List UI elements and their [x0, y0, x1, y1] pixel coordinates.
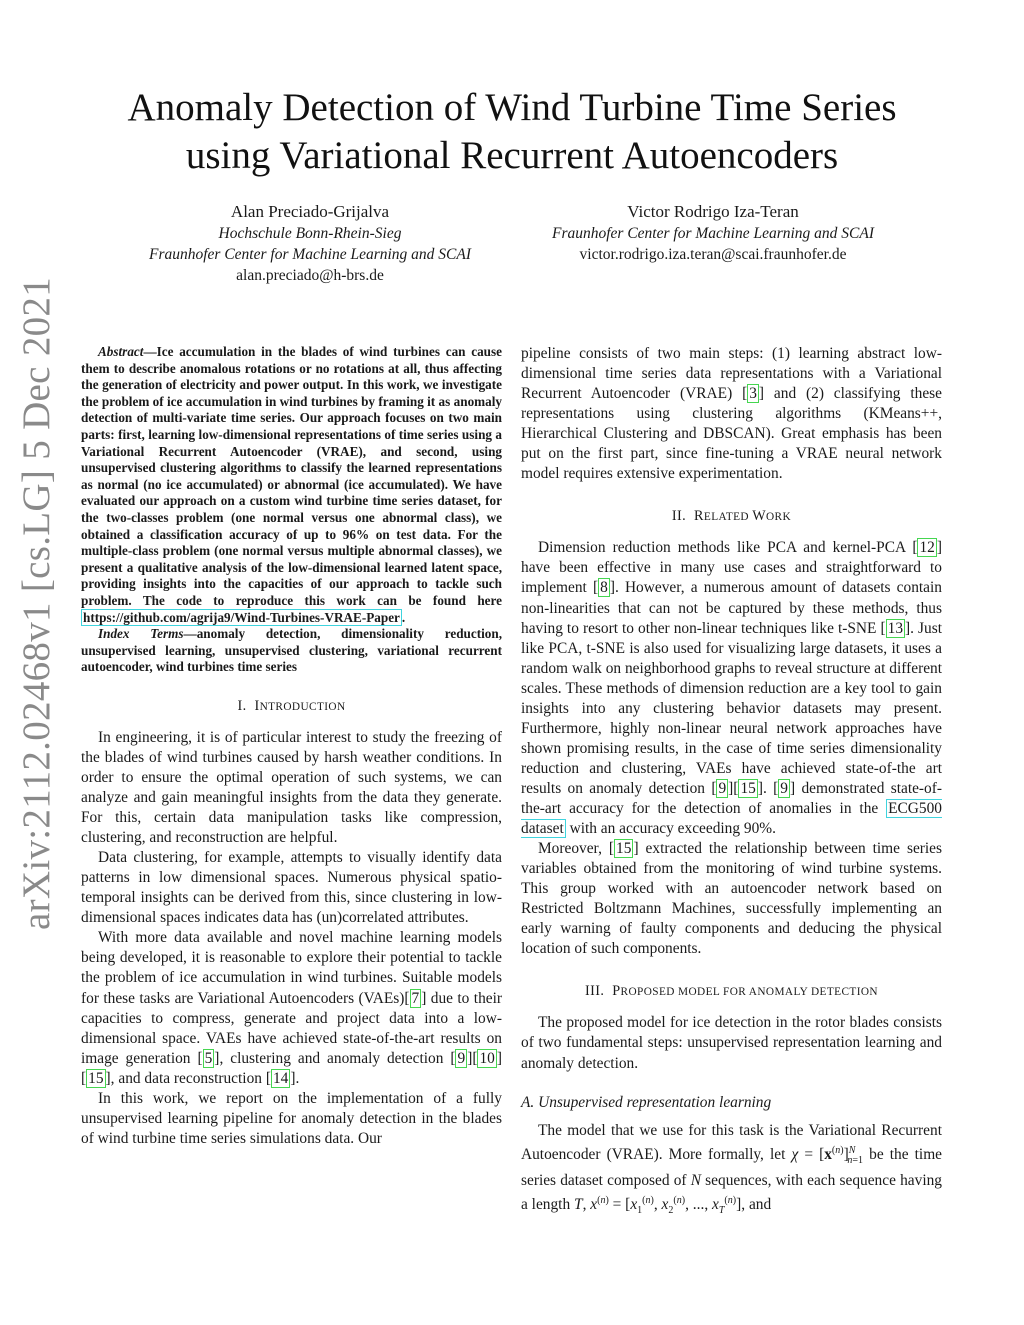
paragraph: pipeline consists of two main steps: (1) learning abstract low-dimensional time series data representations with a Variational Recurrent Autoencoder (VRAE) [ 3 ] and (2) classifying these representations using clustering algorithms (KMeans++, Hierarchical Clustering and DBSCAN). Great emphasis has been put on the first part, since fine-tuning a VRAE neural network model requires extensive experimentation.	[521, 345, 942, 483]
author-name: Alan Preciado-Grijalva	[230, 202, 390, 221]
dataset-link[interactable]: ECG500 dataset	[521, 799, 942, 838]
section-heading-related-work: II. RELATED WORK	[671, 508, 792, 525]
citation-link[interactable]: 5	[204, 1049, 213, 1067]
author-email: alan.preciado@h-brs.de	[236, 267, 384, 284]
paragraph: In this work, we report on the implementation of a fully unsupervised learning pipeline for anomaly detection in the blades of wind turbine time series simulations data. Our	[81, 1089, 502, 1147]
author-name: Victor Rodrigo Iza-Teran	[627, 202, 799, 221]
citation-link[interactable]: 9	[457, 1049, 466, 1067]
paragraph: Data clustering, for example, attempts to visually identify data patterns in low dimensional spaces. Numerous physical spatio-temporal insights can be derived from this, since clustering in low-dimensional spaces indicates data has (un)correlated attributes.	[81, 849, 502, 927]
citation-link[interactable]: 15	[740, 779, 756, 797]
paragraph: In engineering, it is of particular interest to study the freezing of the blades of wind turbines caused by harsh weather conditions. In order to ensure the optimal operation of such systems, we can analyze and gain meaningful insights from the data they generate. For this, certain data manipulation tasks like compression, clustering, and reconstruction are helpful.	[81, 728, 502, 847]
author-affiliation: Hochschule Bonn-Rhein-Sieg	[218, 225, 402, 242]
arxiv-identifier: arXiv:2112.02468v1 [cs.LG] 5 Dec 2021	[15, 276, 58, 930]
paragraph: Dimension reduction methods like PCA and kernel-PCA [ 12 ] have been effective in many use cases and straightforward to implement [ 8 ]. However, a numerous amount of datasets contain non-linearities that can not be captured by these methods, thus having to resort to other non-linear techniques like t-SNE [ 13 ]. Just like PCA, t-SNE is also used for visualizing large datasets, it uses a random walk on neighborhood graphs to reveal structure at different scales. These methods of dimension reduction are a key tool to gain insights into any clustering behavior datasets may present. Furthermore, highly non-linear neural network approaches have shown promising results, in the case of time series dimensionality reduction and clustering, VAEs have achieved state-of-the art results on anomaly detection [ 9 ][ 15 ]. [ 9 ] demonstrated state-of-the-art accuracy for the detection of anomalies in the ECG500 dataset with an accuracy exceeding 90%.	[521, 539, 942, 838]
citation-link[interactable]: 15	[616, 840, 632, 858]
dataset-formula: $\chi = [x^{(n)}]^N_{n=1}$	[791, 1144, 864, 1166]
citation-link[interactable]: 9	[718, 779, 727, 797]
section-heading-introduction: I. INTRODUCTION	[237, 697, 346, 714]
code-repository-link[interactable]: https://github.com/agrija9/Wind-Turbines-VRAE-Paper	[83, 609, 400, 625]
paper-title	[60, 84, 964, 180]
author-email: victor.rodrigo.iza.teran@scai.fraunhofer.de	[579, 246, 847, 263]
citation-link[interactable]: 3	[749, 385, 757, 403]
sequence-formula: $x^{(n)} = [x_1^{(n)}$, $x_2^{(n)}$, ..., $x_T^{(n)}$]	[590, 1194, 742, 1217]
citation-link[interactable]: 14	[272, 1069, 289, 1087]
paragraph: The proposed model for ice detection in the rotor blades consists of two fundamental steps: unsupervised representation learning and anomaly detection.	[521, 1014, 942, 1072]
author-affiliation: Fraunhofer Center for Machine Learning and SCAI	[148, 246, 472, 263]
paragraph: With more data available and novel machine learning models being developed, it is reasonable to explore their potential to tackle the problem of ice accumulation in wind turbines. Suitable models for these tasks are Variational Autoencoders (VAEs)[ 7 ] due to their capacities to compress, generate and project data into a low-dimensional space. VAEs have achieved state-of-the-art results on image generation [ 5 ], clustering and anomaly detection [ 9 ][ 10 ][ 15 ], and data reconstruction [ 14 ].	[81, 929, 502, 1087]
title-line-2: using Variational Recurrent Autoencoders	[185, 134, 839, 177]
paragraph: The model that we use for this task is the Variational Recurrent Autoencoder (VRAE). More formally, let $\chi = [x^{(n)}]^N_{n=1}$ be the time series dataset composed of N sequences, with each sequence having a length T, $x^{(n)} = [x_1^{(n)}$, $x_2^{(n)}$, ..., $x_T^{(n)}$], and	[521, 1121, 942, 1217]
citation-link[interactable]: 9	[780, 779, 788, 797]
citation-link[interactable]: 13	[887, 619, 904, 637]
author-block-2	[503, 201, 923, 265]
subsection-heading: A. Unsupervised representation learning	[521, 1093, 772, 1111]
left-column	[81, 344, 502, 1149]
section-heading-proposed-model: III. PROPOSED MODEL FOR ANOMALY DETECTION	[585, 983, 878, 1000]
citation-link[interactable]: 10	[479, 1049, 495, 1067]
paragraph: Moreover, [ 15 ] extracted the relationship between time series variables obtained from the monitoring of wind turbine systems. This group worked with an autoencoder network based on Restricted Boltzmann Machines, successfully implementing an early warning of faulty components and deducing the physical location of such components.	[521, 840, 942, 958]
abstract: Abstract—Ice accumulation in the blades of wind turbines can cause them to describe anomalous rotations or no rotations at all, thus affecting the generation of electricity and power output. In this work, we investigate the problem of ice accumulation in wind turbines by framing it as anomaly detection of multi-variate time series. Our approach focuses on two main parts: first, learning low-dimensional representations of time series using a Variational Recurrent Autoencoder (VRAE), and second, using unsupervised clustering algorithms to classify the learned representations as normal (no ice accumulated) or abnormal (ice accumulated). We have evaluated our approach on a custom wind turbine time series dataset, for the two-classes problem (one normal versus one abnormal class), we obtained a classification accuracy of up to 96% on test data. For the multiple-class problem (one normal versus multiple abnormal classes), we present a qualitative analysis of the low-dimensional learned latent space, providing insights into the capacities of our approach to tackle such problem. The code to reproduce this work can be found here https://github.com/agrija9/Wind-Turbines-VRAE-Paper .	[81, 344, 502, 625]
citation-link[interactable]: 8	[600, 579, 608, 597]
citation-link[interactable]: 7	[411, 989, 420, 1007]
title-line-1: Anomaly Detection of Wind Turbine Time Series	[127, 86, 897, 129]
right-column	[521, 344, 942, 1221]
math-symbol: T	[574, 1196, 583, 1214]
index-terms: Index Terms—anomaly detection, dimensionality reduction, unsupervised learning, unsupervised clustering, variational recurrent autoencoder, wind turbines time series	[81, 626, 502, 675]
citation-link[interactable]: 12	[919, 539, 935, 557]
author-block-1	[110, 201, 510, 286]
citation-link[interactable]: 15	[88, 1069, 104, 1087]
math-symbol: N	[690, 1171, 701, 1189]
author-affiliation: Fraunhofer Center for Machine Learning and SCAI	[551, 225, 875, 242]
